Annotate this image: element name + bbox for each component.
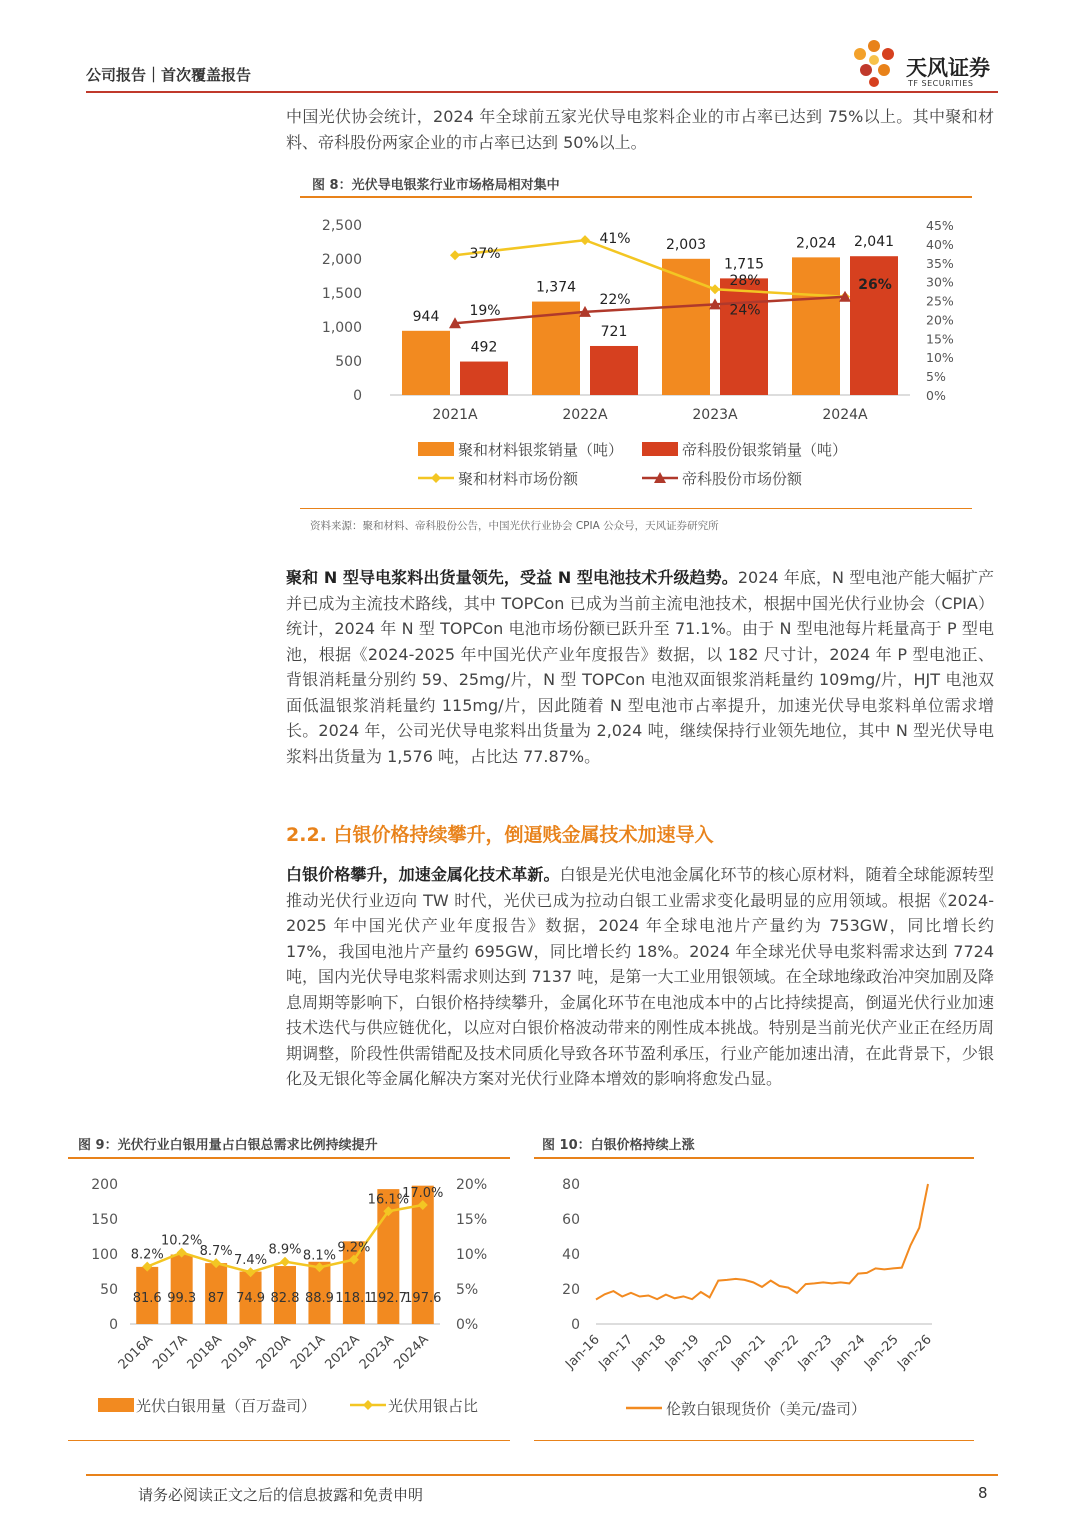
fig9-bar-label: 88.9 <box>304 1291 334 1306</box>
fig8-juhe-share-label: 28% <box>729 273 761 290</box>
fig8-juhe-share-point <box>710 284 720 294</box>
fig10-chart <box>534 1162 974 1432</box>
fig8-dike-share-label: 22% <box>599 291 631 308</box>
fig10-x-tick-label: Jan-24 <box>828 1332 869 1373</box>
fig8-juhe-share-line <box>455 240 845 297</box>
fig9-share-label: 8.1% <box>302 1248 336 1264</box>
fig8-bar-dike <box>590 346 638 395</box>
fig10-x-tick-label: Jan-25 <box>861 1332 902 1373</box>
fig8-x-tick-label: 2022A <box>562 407 608 423</box>
fig8-y-tick-label: 1,500 <box>321 286 362 302</box>
fig8-bar-dike <box>720 278 768 395</box>
fig9-x-tick-label: 2022A <box>322 1332 363 1373</box>
fig9-share-label: 16.1% <box>367 1192 409 1208</box>
fig10-x-tick-label: Jan-21 <box>729 1332 769 1373</box>
fig9-x-tick-label: 2016A <box>115 1332 157 1373</box>
fig8-y2-tick-label: 25% <box>926 293 954 309</box>
fig9-x-tick-label: 2023A <box>356 1332 398 1373</box>
fig10-y-tick-label: 0 <box>571 1317 580 1333</box>
fig10-x-tick-label: Jan-17 <box>596 1332 637 1373</box>
fig9-legend-marker <box>363 1400 373 1410</box>
fig9-title: 图 9：光伏行业白银用量占白银总需求比例持续提升 <box>78 1138 378 1153</box>
fig8-x-tick-label: 2023A <box>692 407 738 423</box>
fig9-share-label: 9.2% <box>337 1240 371 1256</box>
logo-subtitle: TF SECURITIES <box>908 79 974 88</box>
fig9-y-tick-label: 100 <box>91 1247 118 1263</box>
logo-flower-icon <box>848 36 900 90</box>
fig8-y-tick-label: 0 <box>353 388 362 404</box>
fig8-bar-juhe <box>402 331 450 395</box>
footer-disclaimer: 请务必阅读正文之后的信息披露和免责申明 <box>138 1486 424 1504</box>
fig8-y-tick-label: 500 <box>335 354 362 370</box>
fig8-juhe-share-point <box>580 235 590 245</box>
fig9-chart <box>68 1162 510 1432</box>
fig8-y2-tick-label: 15% <box>926 331 954 347</box>
section-heading: 2.2. 白银价格持续攀升，倒逼贱金属技术加速导入 <box>286 824 714 846</box>
fig8-title: 图 8：光伏导电银浆行业市场格局相对集中 <box>312 178 560 193</box>
fig10-silver-price-line <box>596 1184 928 1300</box>
fig9-bar-label: 118.1 <box>335 1291 373 1306</box>
fig10-x-tick-label: Jan-20 <box>695 1332 736 1373</box>
fig8-y2-tick-label: 5% <box>926 369 946 385</box>
fig8-dike-share-line <box>455 297 845 323</box>
paragraph-n-type-body: 2024 年底，N 型电池产能大幅扩产并已成为主流技术路线，其中 TOPCon 已成为当前主流电池技术，根据中国光伏行业协会（CPIA）统计，2024 年 N 型 TOPCon 电池市场份额已跃升至 71.1%。由于 N 型电池每片耗量高于 P 型电池，根据《2024-2025 年中国光伏产业年度报告》数据，以 182 尺寸计，2024 年 P 型电池正、背银消耗量分别约 59、25mg/片，N 型 TOPCon 电池双面银浆消耗量约 109mg/片，HJT 电池双面低温银浆消耗量约 115mg/片，因此随着 N 型电池市占率提升，加速光伏导电浆料单位需求增长。2024 年，公司光伏导电浆料出货量为 2,024 吨，继续保持行业领先地位，其中 N 型光伏导电浆料出货量为 1,576 吨，占比达 77.87%。 <box>286 568 994 766</box>
fig8-y2-tick-label: 20% <box>926 312 954 328</box>
fig9-share-label: 10.2% <box>161 1233 203 1249</box>
fig9-y2-tick-label: 5% <box>456 1282 479 1298</box>
footer-rule <box>86 1474 998 1476</box>
fig10-y-tick-label: 40 <box>562 1247 580 1263</box>
fig8-y2-tick-label: 35% <box>926 255 954 271</box>
fig8-top-rule <box>300 196 972 198</box>
fig10-bottom-rule <box>534 1440 974 1441</box>
page-number: 8 <box>978 1484 988 1502</box>
fig9-legend-label: 光伏用银占比 <box>388 1397 479 1415</box>
fig10-x-tick-label: Jan-18 <box>629 1332 670 1373</box>
fig8-juhe-share-point <box>450 250 460 260</box>
fig8-y-tick-label: 1,000 <box>321 320 362 336</box>
fig8-bar-dike-label: 492 <box>470 339 498 356</box>
fig9-share-label: 8.9% <box>268 1242 302 1258</box>
fig8-y2-tick-label: 40% <box>926 236 954 252</box>
fig8-dike-share-label: 24% <box>729 302 761 319</box>
fig9-legend-label: 光伏白银用量（百万盎司） <box>136 1397 317 1415</box>
fig8-dike-share-label: 26% <box>858 276 892 293</box>
fig10-title: 图 10：白银价格持续上涨 <box>542 1138 695 1153</box>
fig9-share-label: 8.2% <box>130 1247 164 1263</box>
fig8-x-tick-label: 2024A <box>822 407 868 423</box>
fig9-bar-label: 192.7 <box>369 1291 407 1306</box>
paragraph-n-type-lead: 聚和 N 型导电浆料出货量领先，受益 N 型电池技术升级趋势。 <box>286 568 738 587</box>
fig8-y2-tick-label: 0% <box>926 388 946 403</box>
fig8-y2-tick-label: 45% <box>926 218 954 233</box>
fig8-legend-swatch-dike-bar <box>642 442 678 456</box>
fig10-y-tick-label: 20 <box>562 1282 580 1298</box>
fig8-y2-tick-label: 30% <box>926 274 954 290</box>
fig9-bar-label: 99.3 <box>167 1291 197 1306</box>
fig9-y-tick-label: 150 <box>91 1212 118 1228</box>
fig9-y-tick-label: 200 <box>91 1177 118 1193</box>
fig8-bar-dike-label: 1,715 <box>723 256 765 273</box>
fig9-y2-tick-label: 0% <box>456 1317 479 1333</box>
fig9-x-tick-label: 2018A <box>184 1332 225 1373</box>
fig9-x-tick-label: 2017A <box>150 1332 191 1373</box>
fig8-juhe-share-label: 37% <box>469 246 501 263</box>
fig8-y-tick-label: 2,000 <box>321 252 362 268</box>
fig9-bar-label: 81.6 <box>132 1291 162 1306</box>
fig9-bar-label: 74.9 <box>236 1291 266 1306</box>
fig8-y-tick-label: 2,500 <box>321 218 362 234</box>
fig9-y2-tick-label: 15% <box>456 1212 488 1228</box>
fig10-x-tick-label: Jan-19 <box>662 1332 703 1373</box>
fig9-top-rule <box>68 1157 510 1159</box>
fig9-legend-swatch-bar <box>98 1398 134 1412</box>
paragraph-n-type <box>286 565 994 769</box>
fig8-bar-juhe-label: 2,024 <box>795 235 837 252</box>
fig9-bar <box>171 1254 193 1324</box>
fig8-bar-dike-label: 721 <box>600 323 628 340</box>
fig8-bar-juhe <box>792 257 840 395</box>
fig10-y-tick-label: 80 <box>562 1177 580 1193</box>
fig10-y-tick-label: 60 <box>562 1212 580 1228</box>
fig9-x-tick-label: 2020A <box>253 1332 294 1373</box>
fig9-share-label: 7.4% <box>234 1253 268 1269</box>
fig9-y2-tick-label: 20% <box>456 1177 488 1193</box>
fig9-bar-label: 82.8 <box>270 1291 300 1306</box>
fig9-bar-label: 87 <box>207 1291 225 1306</box>
fig10-x-tick-label: Jan-16 <box>563 1332 603 1373</box>
fig9-share-label: 17.0% <box>402 1186 444 1201</box>
header-rule <box>86 91 998 93</box>
fig10-x-tick-label: Jan-22 <box>762 1332 803 1373</box>
fig8-chart <box>300 200 972 505</box>
company-logo <box>848 36 900 90</box>
paragraph-silver-body: 白银是光伏电池金属化环节的核心原材料，随着全球能源转型推动光伏行业迈向 TW 时代，光伏已成为拉动白银工业需求变化最明显的应用领域。根据《2024-2025 年中国光伏产业年度报告》数据，2024 年全球电池片产量约为 753GW，同比增长约 17%，我国电池片产量约 695GW，同比增长约 18%。2024 年全球光伏导电浆料需求达到 7724 吨，国内光伏导电浆料需求则达到 7137 吨，是第一大工业用银领域。在全球地缘政治冲突加剧及降息周期等影响下，白银价格持续攀升，金属化环节在电池成本中的占比持续提高，倒逼光伏行业加速技术迭代与供应链优化，以应对白银价格波动带来的刚性成本挑战。特别是当前光伏产业正在经历周期调整，阶段性供需错配及技术同质化导致各环节盈利承压，行业产能加速出清，在此背景下，少银化及无银化等金属化解决方案对光伏行业降本增效的影响将愈发凸显。 <box>286 865 994 1088</box>
paragraph-silver-lead: 白银价格攀升，加速金属化技术革新。 <box>286 865 560 884</box>
fig9-bottom-rule <box>68 1440 510 1441</box>
fig8-bottom-rule <box>300 508 972 509</box>
fig8-bar-dike-label: 2,041 <box>853 234 895 251</box>
fig8-legend-swatch-juhe-bar <box>418 442 454 456</box>
fig10-x-tick-label: Jan-23 <box>795 1332 836 1373</box>
paragraph-silver <box>286 862 994 1092</box>
fig8-bar-dike <box>460 362 508 395</box>
fig8-bar-juhe-label: 2,003 <box>665 236 707 253</box>
fig8-bar-juhe-label: 1,374 <box>535 279 577 296</box>
fig8-y2-tick-label: 10% <box>926 350 954 366</box>
logo-name: 天风证券 <box>906 56 990 80</box>
fig10-legend-label: 伦敦白银现货价（美元/盎司） <box>666 1400 867 1418</box>
fig10-top-rule <box>534 1157 974 1159</box>
fig9-y2-tick-label: 10% <box>456 1247 488 1263</box>
fig9-bar-label: 197.6 <box>404 1291 442 1306</box>
intro-paragraph: 中国光伏协会统计，2024 年全球前五家光伏导电浆料企业的市占率已达到 75%以上。其中聚和材料、帝科股份两家企业的市占率已达到 50%以上。 <box>286 107 994 152</box>
fig8-source: 资料来源：聚和材料、帝科股份公告，中国光伏行业协会 CPIA 公众号，天风证券研究所 <box>310 520 719 532</box>
fig9-x-tick-label: 2021A <box>287 1332 329 1373</box>
fig8-legend-label: 聚和材料市场份额 <box>458 470 579 488</box>
fig9-x-tick-label: 2019A <box>219 1332 260 1373</box>
fig8-legend-label: 帝科股份市场份额 <box>682 470 803 488</box>
fig8-dike-share-label: 19% <box>469 303 501 320</box>
fig8-bar-juhe-label: 944 <box>412 308 440 325</box>
fig9-x-tick-label: 2024A <box>391 1332 432 1373</box>
fig8-juhe-share-label: 41% <box>599 231 631 248</box>
fig10-x-tick-label: Jan-26 <box>895 1332 935 1373</box>
report-type-label: 公司报告｜首次覆盖报告 <box>86 66 252 84</box>
fig9-share-label: 8.7% <box>199 1244 233 1260</box>
fig9-y-tick-label: 0 <box>109 1317 118 1333</box>
fig8-legend-label: 聚和材料银浆销量（吨） <box>458 441 624 459</box>
fig8-legend-label: 帝科股份银浆销量（吨） <box>682 441 848 459</box>
fig8-legend-marker-juhe <box>431 473 441 483</box>
fig8-x-tick-label: 2021A <box>432 407 478 423</box>
fig9-share-point <box>280 1257 290 1267</box>
fig9-y-tick-label: 50 <box>100 1282 118 1298</box>
